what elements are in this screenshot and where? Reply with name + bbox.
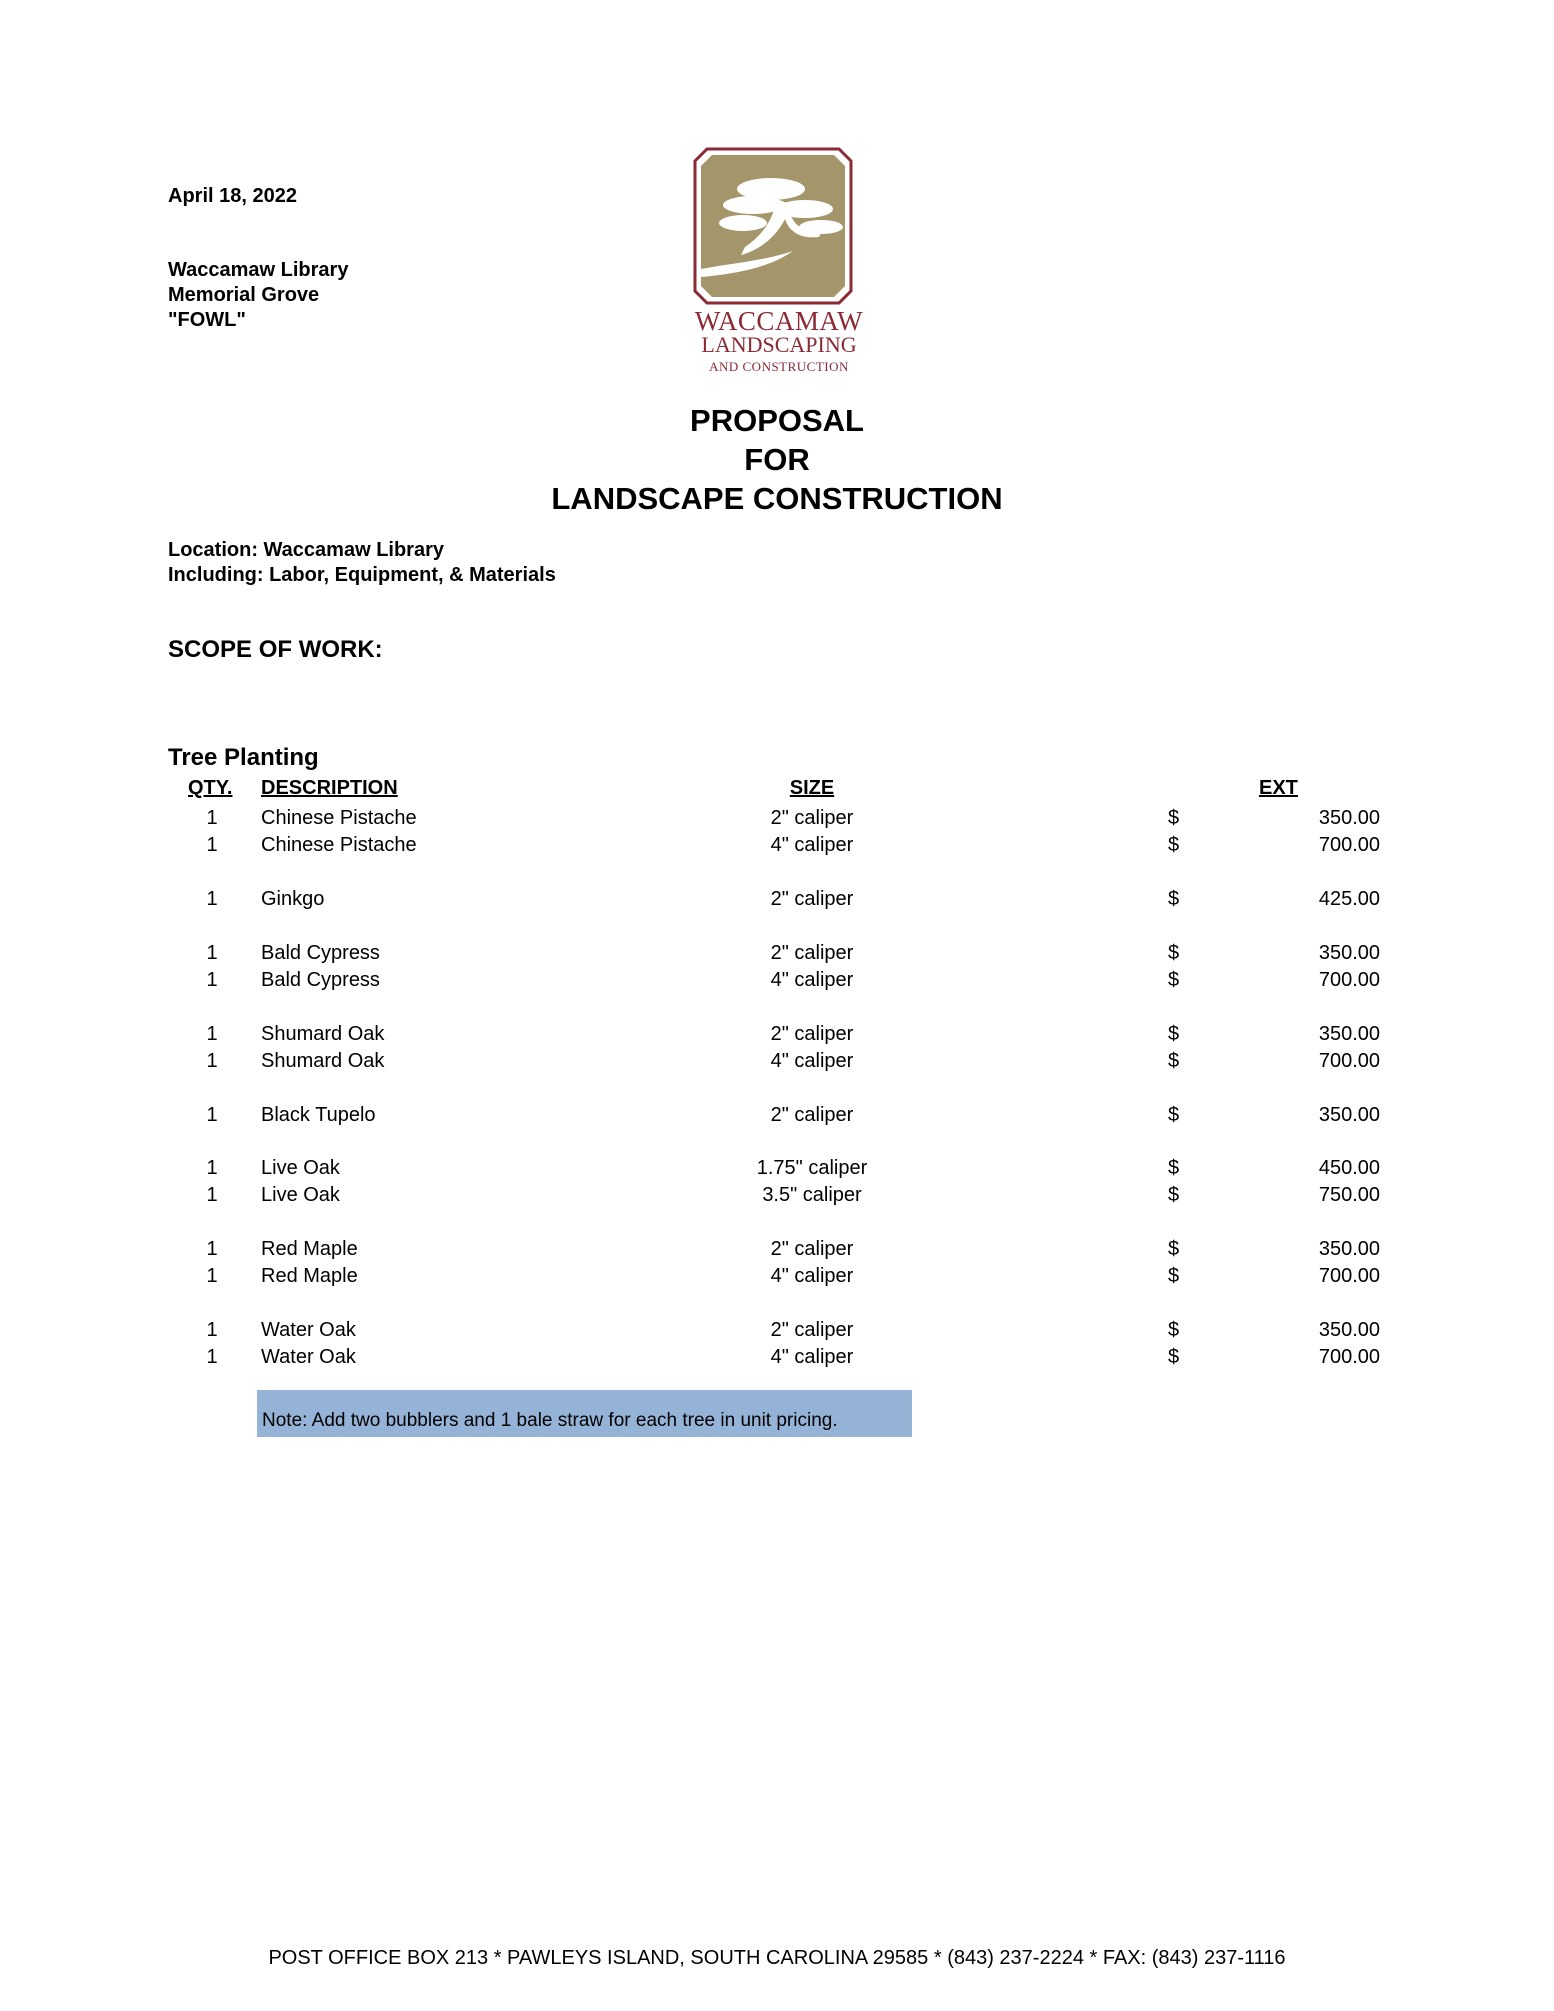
item-description: Live Oak: [261, 1184, 340, 1206]
project-location: [168, 538, 556, 588]
item-qty: 1: [206, 1184, 218, 1206]
address-line: Memorial Grove: [168, 284, 320, 306]
table-row: [0, 832, 1554, 858]
table-row: [0, 1344, 1554, 1370]
item-currency: $: [1168, 942, 1180, 964]
item-currency: $: [1168, 1319, 1180, 1341]
note-text: Note: Add two bubblers and 1 bale straw for each tree in unit pricing.: [262, 1410, 838, 1431]
column-header-qty: QTY.: [188, 777, 233, 799]
item-size: 1.75" caliper: [756, 1157, 868, 1179]
section-title: Tree Planting: [168, 744, 319, 771]
item-currency: $: [1168, 807, 1180, 829]
logo-tagline: AND CONSTRUCTION: [709, 359, 849, 374]
item-ext: 450.00: [1318, 1157, 1380, 1179]
table-row: [0, 805, 1554, 831]
table-row: [0, 967, 1554, 993]
item-qty: 1: [206, 834, 218, 856]
including-line: Including: Labor, Equipment, & Materials: [168, 564, 556, 586]
item-currency: $: [1168, 1265, 1180, 1287]
location-line: Location: Waccamaw Library: [168, 539, 444, 561]
item-qty: 1: [206, 1238, 218, 1260]
item-ext: 700.00: [1318, 969, 1380, 991]
item-size: 2" caliper: [770, 1238, 854, 1260]
item-qty: 1: [206, 1319, 218, 1341]
column-header-ext: EXT: [1259, 777, 1298, 799]
item-qty: 1: [206, 942, 218, 964]
item-description: Red Maple: [261, 1238, 358, 1260]
item-size: 2" caliper: [770, 888, 854, 910]
item-qty: 1: [206, 807, 218, 829]
table-row: [0, 1317, 1554, 1343]
table-row: [0, 1155, 1554, 1181]
item-size: 2" caliper: [770, 807, 854, 829]
item-size: 2" caliper: [770, 1023, 854, 1045]
item-size: 3.5" caliper: [762, 1184, 862, 1206]
table-row: [0, 1048, 1554, 1074]
logo-name: WACCAMAW: [694, 306, 864, 336]
item-description: Shumard Oak: [261, 1050, 385, 1072]
item-description: Bald Cypress: [261, 969, 380, 991]
client-address: [168, 258, 348, 333]
item-ext: 425.00: [1318, 888, 1380, 910]
item-currency: $: [1168, 1346, 1180, 1368]
item-ext: 350.00: [1318, 942, 1380, 964]
title-line: LANDSCAPE CONSTRUCTION: [551, 481, 1003, 516]
table-row: [0, 886, 1554, 912]
item-description: Red Maple: [261, 1265, 358, 1287]
column-header-description: DESCRIPTION: [261, 777, 398, 799]
item-size: 4" caliper: [770, 969, 854, 991]
logo-subtitle: LANDSCAPING: [701, 332, 857, 357]
item-description: Water Oak: [261, 1346, 356, 1368]
item-qty: 1: [206, 969, 218, 991]
item-currency: $: [1168, 1184, 1180, 1206]
table-row: [0, 1021, 1554, 1047]
item-description: Water Oak: [261, 1319, 356, 1341]
item-size: 4" caliper: [770, 1346, 854, 1368]
note-box: [257, 1390, 912, 1437]
scope-heading: SCOPE OF WORK:: [168, 636, 383, 663]
item-currency: $: [1168, 834, 1180, 856]
item-ext: 350.00: [1318, 807, 1380, 829]
item-size: 4" caliper: [770, 1265, 854, 1287]
item-ext: 750.00: [1318, 1184, 1380, 1206]
item-qty: 1: [206, 1050, 218, 1072]
table-row: [0, 1182, 1554, 1208]
address-line: Waccamaw Library: [168, 259, 349, 281]
item-ext: 700.00: [1318, 1265, 1380, 1287]
footer-address: POST OFFICE BOX 213 * PAWLEYS ISLAND, SOUTH CAROLINA 29585 * (843) 237-2224 * FAX: (843) 237-1116: [268, 1947, 1286, 1969]
item-description: Bald Cypress: [261, 942, 380, 964]
item-description: Shumard Oak: [261, 1023, 385, 1045]
table-row: [0, 1263, 1554, 1289]
item-description: Chinese Pistache: [261, 807, 417, 829]
item-ext: 350.00: [1318, 1023, 1380, 1045]
title-line: FOR: [744, 442, 810, 477]
item-qty: 1: [206, 1157, 218, 1179]
item-size: 2" caliper: [770, 942, 854, 964]
item-currency: $: [1168, 1023, 1180, 1045]
item-currency: $: [1168, 888, 1180, 910]
item-qty: 1: [206, 888, 218, 910]
item-qty: 1: [206, 1023, 218, 1045]
item-ext: 350.00: [1318, 1104, 1380, 1126]
item-description: Chinese Pistache: [261, 834, 417, 856]
proposal-date: April 18, 2022: [168, 185, 297, 207]
title-line: PROPOSAL: [690, 403, 864, 438]
item-currency: $: [1168, 1050, 1180, 1072]
document-title: [0, 401, 1554, 518]
item-size: 2" caliper: [770, 1104, 854, 1126]
item-size: 4" caliper: [770, 1050, 854, 1072]
item-qty: 1: [206, 1104, 218, 1126]
item-description: Live Oak: [261, 1157, 340, 1179]
item-size: 2" caliper: [770, 1319, 854, 1341]
item-currency: $: [1168, 1157, 1180, 1179]
item-qty: 1: [206, 1265, 218, 1287]
item-ext: 700.00: [1318, 1050, 1380, 1072]
item-size: 4" caliper: [770, 834, 854, 856]
item-qty: 1: [206, 1346, 218, 1368]
item-description: Black Tupelo: [261, 1104, 376, 1126]
item-ext: 350.00: [1318, 1319, 1380, 1341]
table-row: [0, 1102, 1554, 1128]
item-currency: $: [1168, 1104, 1180, 1126]
address-line: "FOWL": [168, 309, 246, 331]
item-currency: $: [1168, 969, 1180, 991]
item-ext: 700.00: [1318, 834, 1380, 856]
item-description: Ginkgo: [261, 888, 325, 910]
item-ext: 700.00: [1318, 1346, 1380, 1368]
table-row: [0, 940, 1554, 966]
tree-logo-icon: [693, 147, 853, 305]
item-currency: $: [1168, 1238, 1180, 1260]
column-header-size: SIZE: [789, 777, 835, 799]
item-ext: 350.00: [1318, 1238, 1380, 1260]
table-row: [0, 1236, 1554, 1262]
